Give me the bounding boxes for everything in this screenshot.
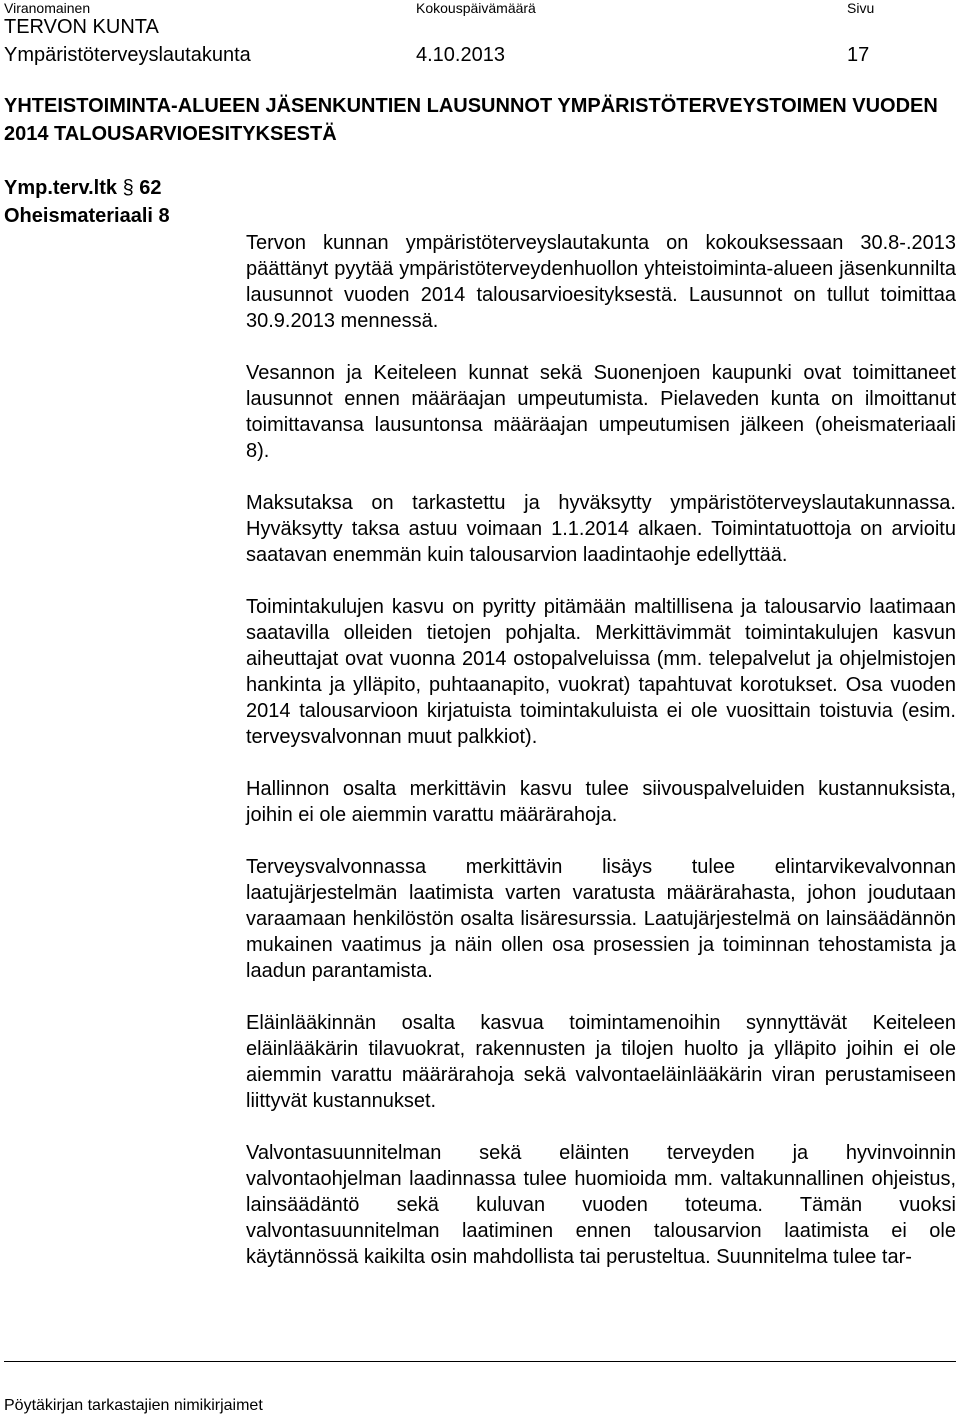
- section-reference: [4, 174, 170, 230]
- paragraph: Tervon kunnan ympäristöterveyslautakunta on kokouksessaan 30.8-.2013 päättänyt pyytää ympäristöterveydenhuollon yhteistoiminta-alueen jäsenkunnilta lausunnot vuoden 2014 talousarvioesityksestä. Lausunnot on tullut toimittaa 30.9.2013 mennessä.: [246, 232, 956, 332]
- paragraph: Vesannon ja Keiteleen kunnat sekä Suonenjoen kaupunki ovat toimittaneet lausunnot ennen määräajan umpeutumista. Pielaveden kunta on ilmoittanut toimittavansa lausuntonsa määräajan umpeutumisen jälkeen (oheismateriaali 8).: [246, 362, 956, 462]
- committee-name: Ympäristöterveyslautakunta: [4, 44, 251, 66]
- paragraph: Toimintakulujen kasvu on pyritty pitämään maltillisena ja talousarvio laatimaan saatavilla olleiden tietojen pohjalta. Merkittävimmät toimintakulujen kasvun aiheuttajat ovat vuonna 2014 ostopalveluissa (mm. telepalvelut ja ohjelmistojen hankinta ja ylläpito, puhtaanapito, vuokrat) tapahtuvat korotukset. Osa vuoden 2014 talousarvioon kirjatuista toimintakuluista ei ole vuosittain toistuvia (esim. terveysvalvonnan muut palkkiot).: [246, 596, 956, 748]
- signature-label: Pöytäkirjan tarkastajien nimikirjaimet: [4, 1397, 263, 1414]
- meeting-date: 4.10.2013: [416, 44, 505, 66]
- paragraph: Hallinnon osalta merkittävin kasvu tulee siivouspalveluiden kustannuksista, joihin ei ole aiemmin varattu määrärahoja.: [246, 778, 956, 826]
- paragraph: Eläinlääkinnän osalta kasvua toimintamenoihin synnyttävät Keiteleen eläinlääkärin tilavuokrat, rakennusten ja tilojen huolto ja ylläpito joihin ei ole aiemmin varattu määrärahoja sekä valvontaeläinlääkärin viran perustamiseen liittyvät kustannukset.: [246, 1012, 956, 1112]
- committee-abbreviation: Ymp.terv.ltk: [4, 177, 117, 199]
- section-number: 62: [139, 177, 162, 199]
- paragraph: Maksutaksa on tarkastettu ja hyväksytty ympäristöterveyslautakunnassa. Hyväksytty taksa astuu voimaan 1.1.2014 alkaen. Toimintatuottoja on arvioitu saatavan enemmän kuin talousarvion laadintaohje edellyttää.: [246, 492, 956, 566]
- authority-label: Viranomainen: [4, 0, 91, 16]
- paragraph: Valvontasuunnitelman sekä eläinten terveyden ja hyvinvoinnin valvontaohjelman laadinnassa tulee huomioida mm. valtakunnallinen ohjeistus, lainsäädäntö sekä kuluvan vuoden toteuma. Tämän vuoksi valvontasuunnitelman laatiminen ennen talousarvion laatimista ei ole käytännössä kaikilta osin mahdollista tai perusteltua. Suunnitelma tulee tar-: [246, 1142, 956, 1268]
- section-sign: §: [122, 177, 134, 199]
- document-body: [246, 230, 956, 1296]
- meeting-date-label: Kokouspäivämäärä: [416, 0, 536, 16]
- page-number: 17: [847, 44, 870, 66]
- section-line: [4, 174, 170, 202]
- attachment-reference: Oheismateriaali 8: [4, 205, 170, 227]
- page-label: Sivu: [847, 0, 875, 16]
- organization-name: TERVON KUNTA: [4, 16, 159, 38]
- paragraph: Terveysvalvonnassa merkittävin lisäys tulee elintarvikevalvonnan laatujärjestelmän laatimista varten varatusta määrärahasta, johon joudutaan varaamaan henkilöstön osalta lisäresurssia. Laatujärjestelmä on lainsäädännön mukainen vaatimus ja näin ollen osa prosessien ja toiminnan tehostamista ja laadun parantamista.: [246, 856, 956, 982]
- document-title: YHTEISTOIMINTA-ALUEEN JÄSENKUNTIEN LAUSUNNOT YMPÄRISTÖTERVEYSTOIMEN VUODEN 2014 TALOUSARVIOESITYKSESTÄ: [4, 95, 938, 145]
- footer-divider: [4, 1361, 956, 1362]
